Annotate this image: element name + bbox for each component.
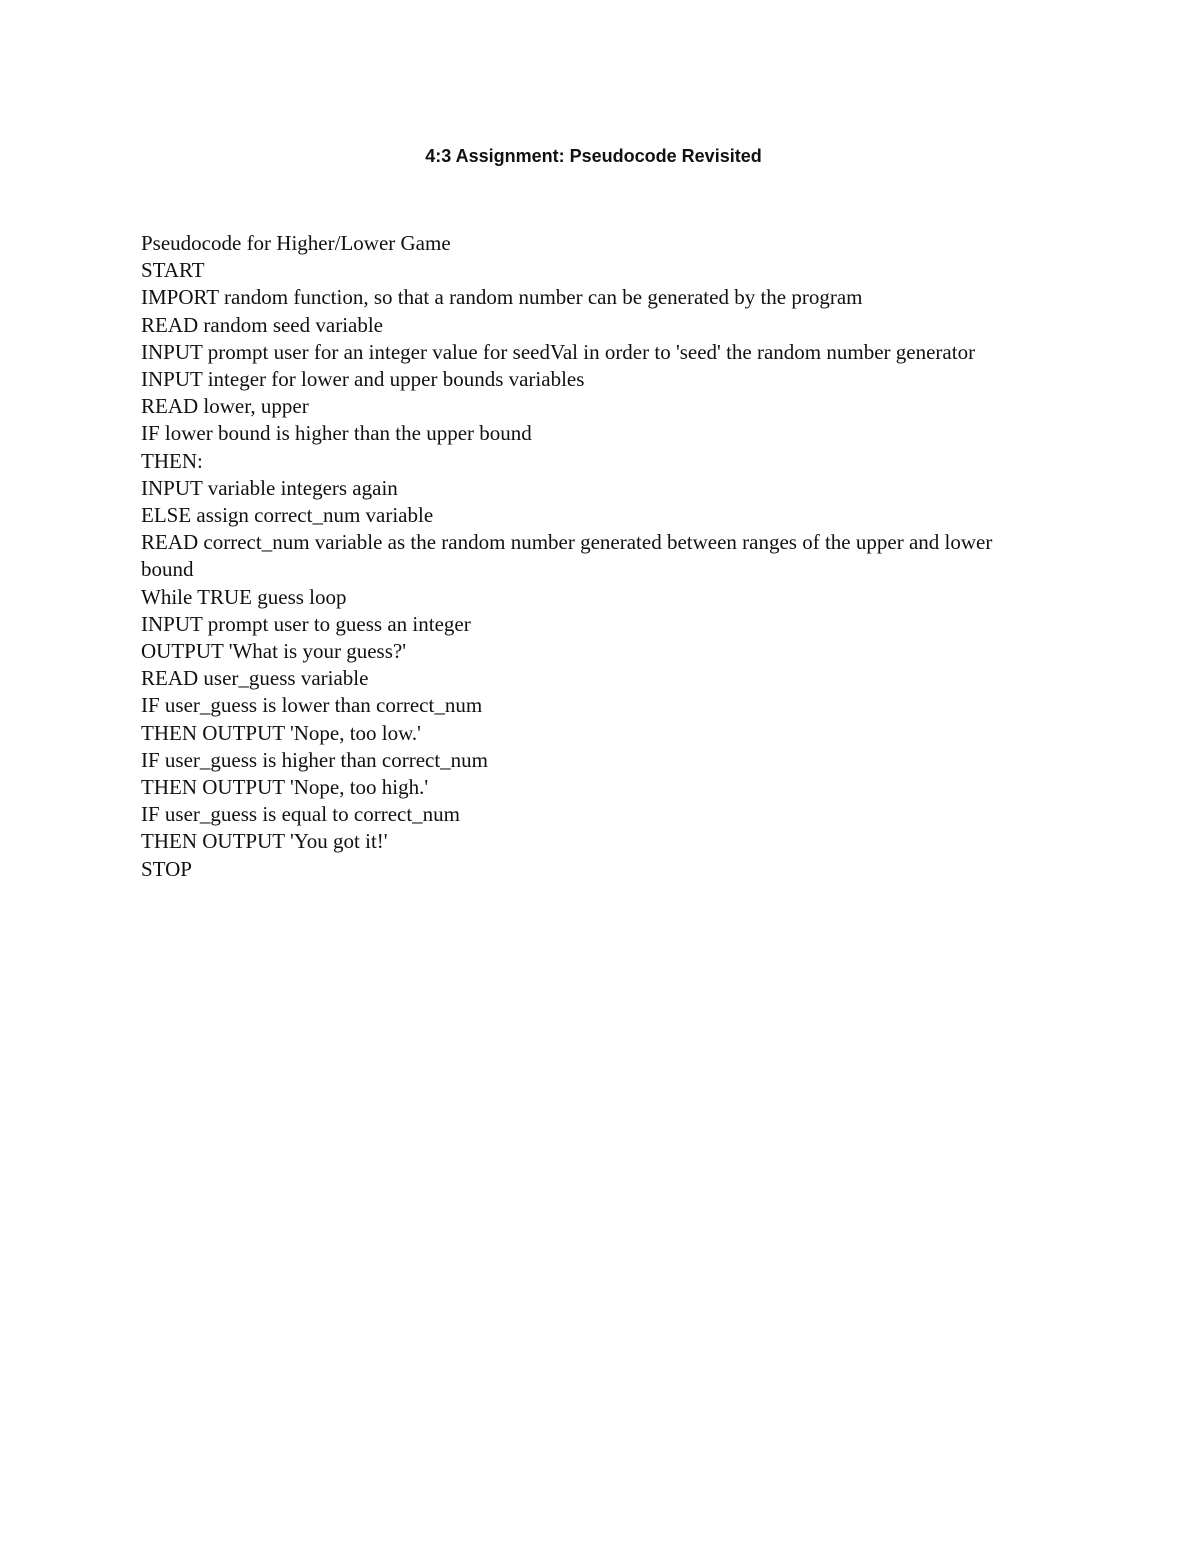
- pseudocode-line: INPUT integer for lower and upper bounds variables: [141, 367, 585, 392]
- pseudocode-line: IF lower bound is higher than the upper bound: [141, 421, 532, 446]
- pseudocode-line: THEN OUTPUT 'Nope, too high.': [141, 775, 429, 800]
- pseudocode-line: START: [141, 258, 205, 283]
- pseudocode-line: STOP: [141, 856, 192, 881]
- pseudocode-line: OUTPUT 'What is your guess?': [141, 639, 406, 664]
- pseudocode-line: READ correct_num variable as the random number generated between ranges of the upper and lower bound: [141, 530, 993, 582]
- pseudocode-line: IF user_guess is higher than correct_num: [141, 747, 489, 772]
- pseudocode-line: ELSE assign correct_num variable: [141, 503, 434, 528]
- pseudocode-line: INPUT prompt user for an integer value for seedVal in order to 'seed' the random number generator: [141, 339, 976, 364]
- pseudocode-line: INPUT variable integers again: [141, 475, 398, 500]
- pseudocode-line: Pseudocode for Higher/Lower Game: [141, 231, 451, 255]
- pseudocode-body: [141, 230, 1046, 883]
- pseudocode-line: THEN OUTPUT 'You got it!': [141, 829, 388, 854]
- pseudocode-line: READ lower, upper: [141, 394, 309, 419]
- pseudocode-line: IMPORT random function, so that a random number can be generated by the program: [141, 285, 863, 310]
- pseudocode-line: READ random seed variable: [141, 312, 384, 337]
- pseudocode-line: READ user_guess variable: [141, 666, 369, 691]
- pseudocode-line: IF user_guess is lower than correct_num: [141, 693, 483, 718]
- pseudocode-line: THEN:: [141, 448, 203, 473]
- pseudocode-line: While TRUE guess loop: [141, 584, 347, 609]
- pseudocode-line: IF user_guess is equal to correct_num: [141, 802, 461, 827]
- pseudocode-line: INPUT prompt user to guess an integer: [141, 611, 471, 636]
- pseudocode-line: THEN OUTPUT 'Nope, too low.': [141, 720, 421, 745]
- document-title: 4:3 Assignment: Pseudocode Revisited: [425, 146, 762, 166]
